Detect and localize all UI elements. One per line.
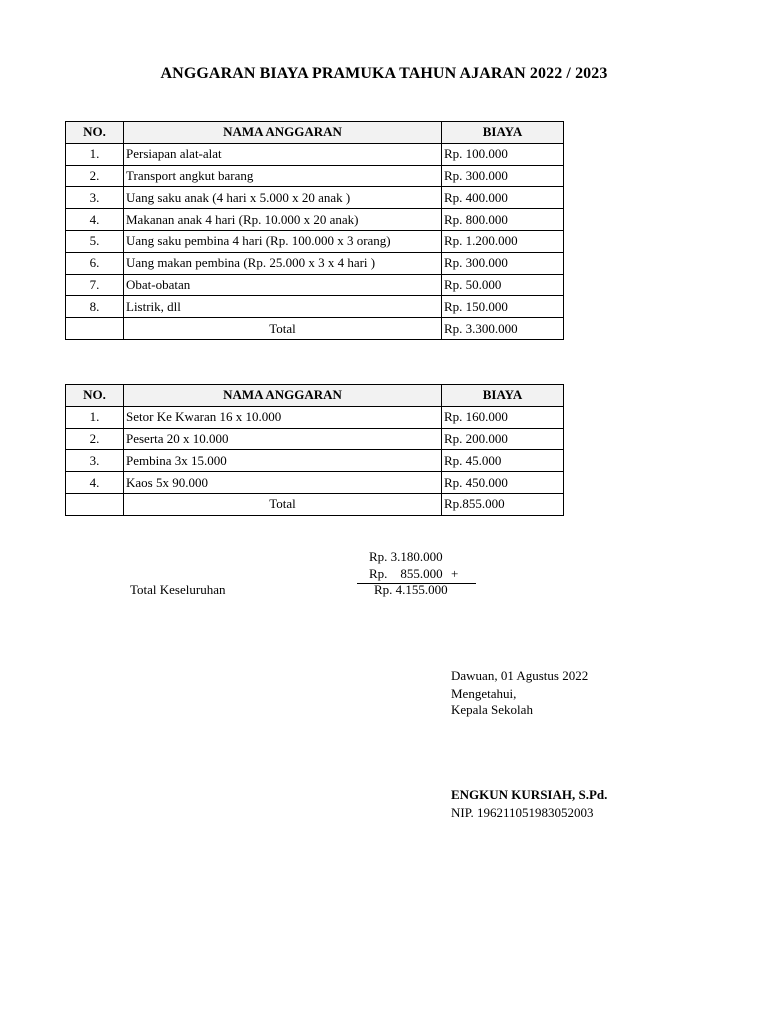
table-row — [66, 143, 564, 165]
grand-total-label: Total Keseluruhan — [130, 582, 226, 597]
total-empty-cell — [66, 493, 124, 515]
row-number: 5. — [66, 230, 124, 252]
plus-sign: + — [451, 566, 459, 581]
table-row — [66, 187, 564, 209]
header-name: NAMA ANGGARAN — [124, 385, 442, 407]
grand-total-value: Rp. 4.155.000 — [374, 582, 448, 597]
row-cost: Rp. 400.000 — [442, 187, 564, 209]
signer-role: Kepala Sekolah — [451, 702, 533, 717]
row-number: 2. — [66, 428, 124, 450]
signer-nip: NIP. 196211051983052003 — [451, 805, 594, 820]
row-number: 2. — [66, 165, 124, 187]
row-name: Obat-obatan — [124, 274, 442, 296]
row-name: Pembina 3x 15.000 — [124, 450, 442, 472]
row-number: 6. — [66, 252, 124, 274]
row-cost: Rp. 1.200.000 — [442, 230, 564, 252]
row-number: 1. — [66, 143, 124, 165]
row-cost: Rp. 50.000 — [442, 274, 564, 296]
table-body — [66, 406, 564, 515]
total-row — [66, 493, 564, 515]
row-number: 4. — [66, 472, 124, 494]
total-label: Total — [124, 493, 442, 515]
row-name: Setor Ke Kwaran 16 x 10.000 — [124, 406, 442, 428]
header-no: NO. — [66, 122, 124, 144]
table-row — [66, 296, 564, 318]
row-number: 8. — [66, 296, 124, 318]
header-cost: BIAYA — [442, 122, 564, 144]
row-number: 1. — [66, 406, 124, 428]
table-row — [66, 274, 564, 296]
row-cost: Rp. 160.000 — [442, 406, 564, 428]
row-cost: Rp. 150.000 — [442, 296, 564, 318]
row-number: 3. — [66, 450, 124, 472]
table-row — [66, 406, 564, 428]
row-cost: Rp. 200.000 — [442, 428, 564, 450]
summary-line-1: Rp. 3.180.000 — [369, 549, 443, 564]
row-cost: Rp. 300.000 — [442, 252, 564, 274]
row-name: Uang saku pembina 4 hari (Rp. 100.000 x 3 orang) — [124, 230, 442, 252]
row-cost: Rp. 800.000 — [442, 209, 564, 231]
row-name: Listrik, dll — [124, 296, 442, 318]
row-cost: Rp. 300.000 — [442, 165, 564, 187]
table-row — [66, 165, 564, 187]
budget-table-1 — [65, 121, 564, 340]
total-value: Rp. 3.300.000 — [442, 318, 564, 340]
table-row — [66, 230, 564, 252]
header-no: NO. — [66, 385, 124, 407]
table-header-row — [66, 385, 564, 407]
table-row — [66, 209, 564, 231]
row-name: Peserta 20 x 10.000 — [124, 428, 442, 450]
document-title: ANGGARAN BIAYA PRAMUKA TAHUN AJARAN 2022 / 2023 — [160, 65, 608, 82]
total-row — [66, 318, 564, 340]
row-name: Kaos 5x 90.000 — [124, 472, 442, 494]
table-row — [66, 450, 564, 472]
row-cost: Rp. 100.000 — [442, 143, 564, 165]
row-cost: Rp. 45.000 — [442, 450, 564, 472]
total-label: Total — [124, 318, 442, 340]
table-body — [66, 143, 564, 339]
budget-table-2 — [65, 384, 564, 516]
row-cost: Rp. 450.000 — [442, 472, 564, 494]
row-number: 3. — [66, 187, 124, 209]
table-row — [66, 472, 564, 494]
row-name: Transport angkut barang — [124, 165, 442, 187]
row-number: 7. — [66, 274, 124, 296]
row-name: Uang saku anak (4 hari x 5.000 x 20 anak ) — [124, 187, 442, 209]
row-name: Persiapan alat-alat — [124, 143, 442, 165]
total-value: Rp.855.000 — [442, 493, 564, 515]
row-number: 4. — [66, 209, 124, 231]
table-row — [66, 252, 564, 274]
row-name: Makanan anak 4 hari (Rp. 10.000 x 20 anak) — [124, 209, 442, 231]
total-empty-cell — [66, 318, 124, 340]
table-row — [66, 428, 564, 450]
header-cost: BIAYA — [442, 385, 564, 407]
summary-line-2: Rp. 855.000 — [369, 566, 443, 581]
place-date: Dawuan, 01 Agustus 2022 — [451, 668, 589, 683]
signer-name: ENGKUN KURSIAH, S.Pd. — [451, 787, 608, 802]
table-header-row — [66, 122, 564, 144]
header-name: NAMA ANGGARAN — [124, 122, 442, 144]
acknowledged-text: Mengetahui, — [451, 686, 517, 701]
row-name: Uang makan pembina (Rp. 25.000 x 3 x 4 hari ) — [124, 252, 442, 274]
